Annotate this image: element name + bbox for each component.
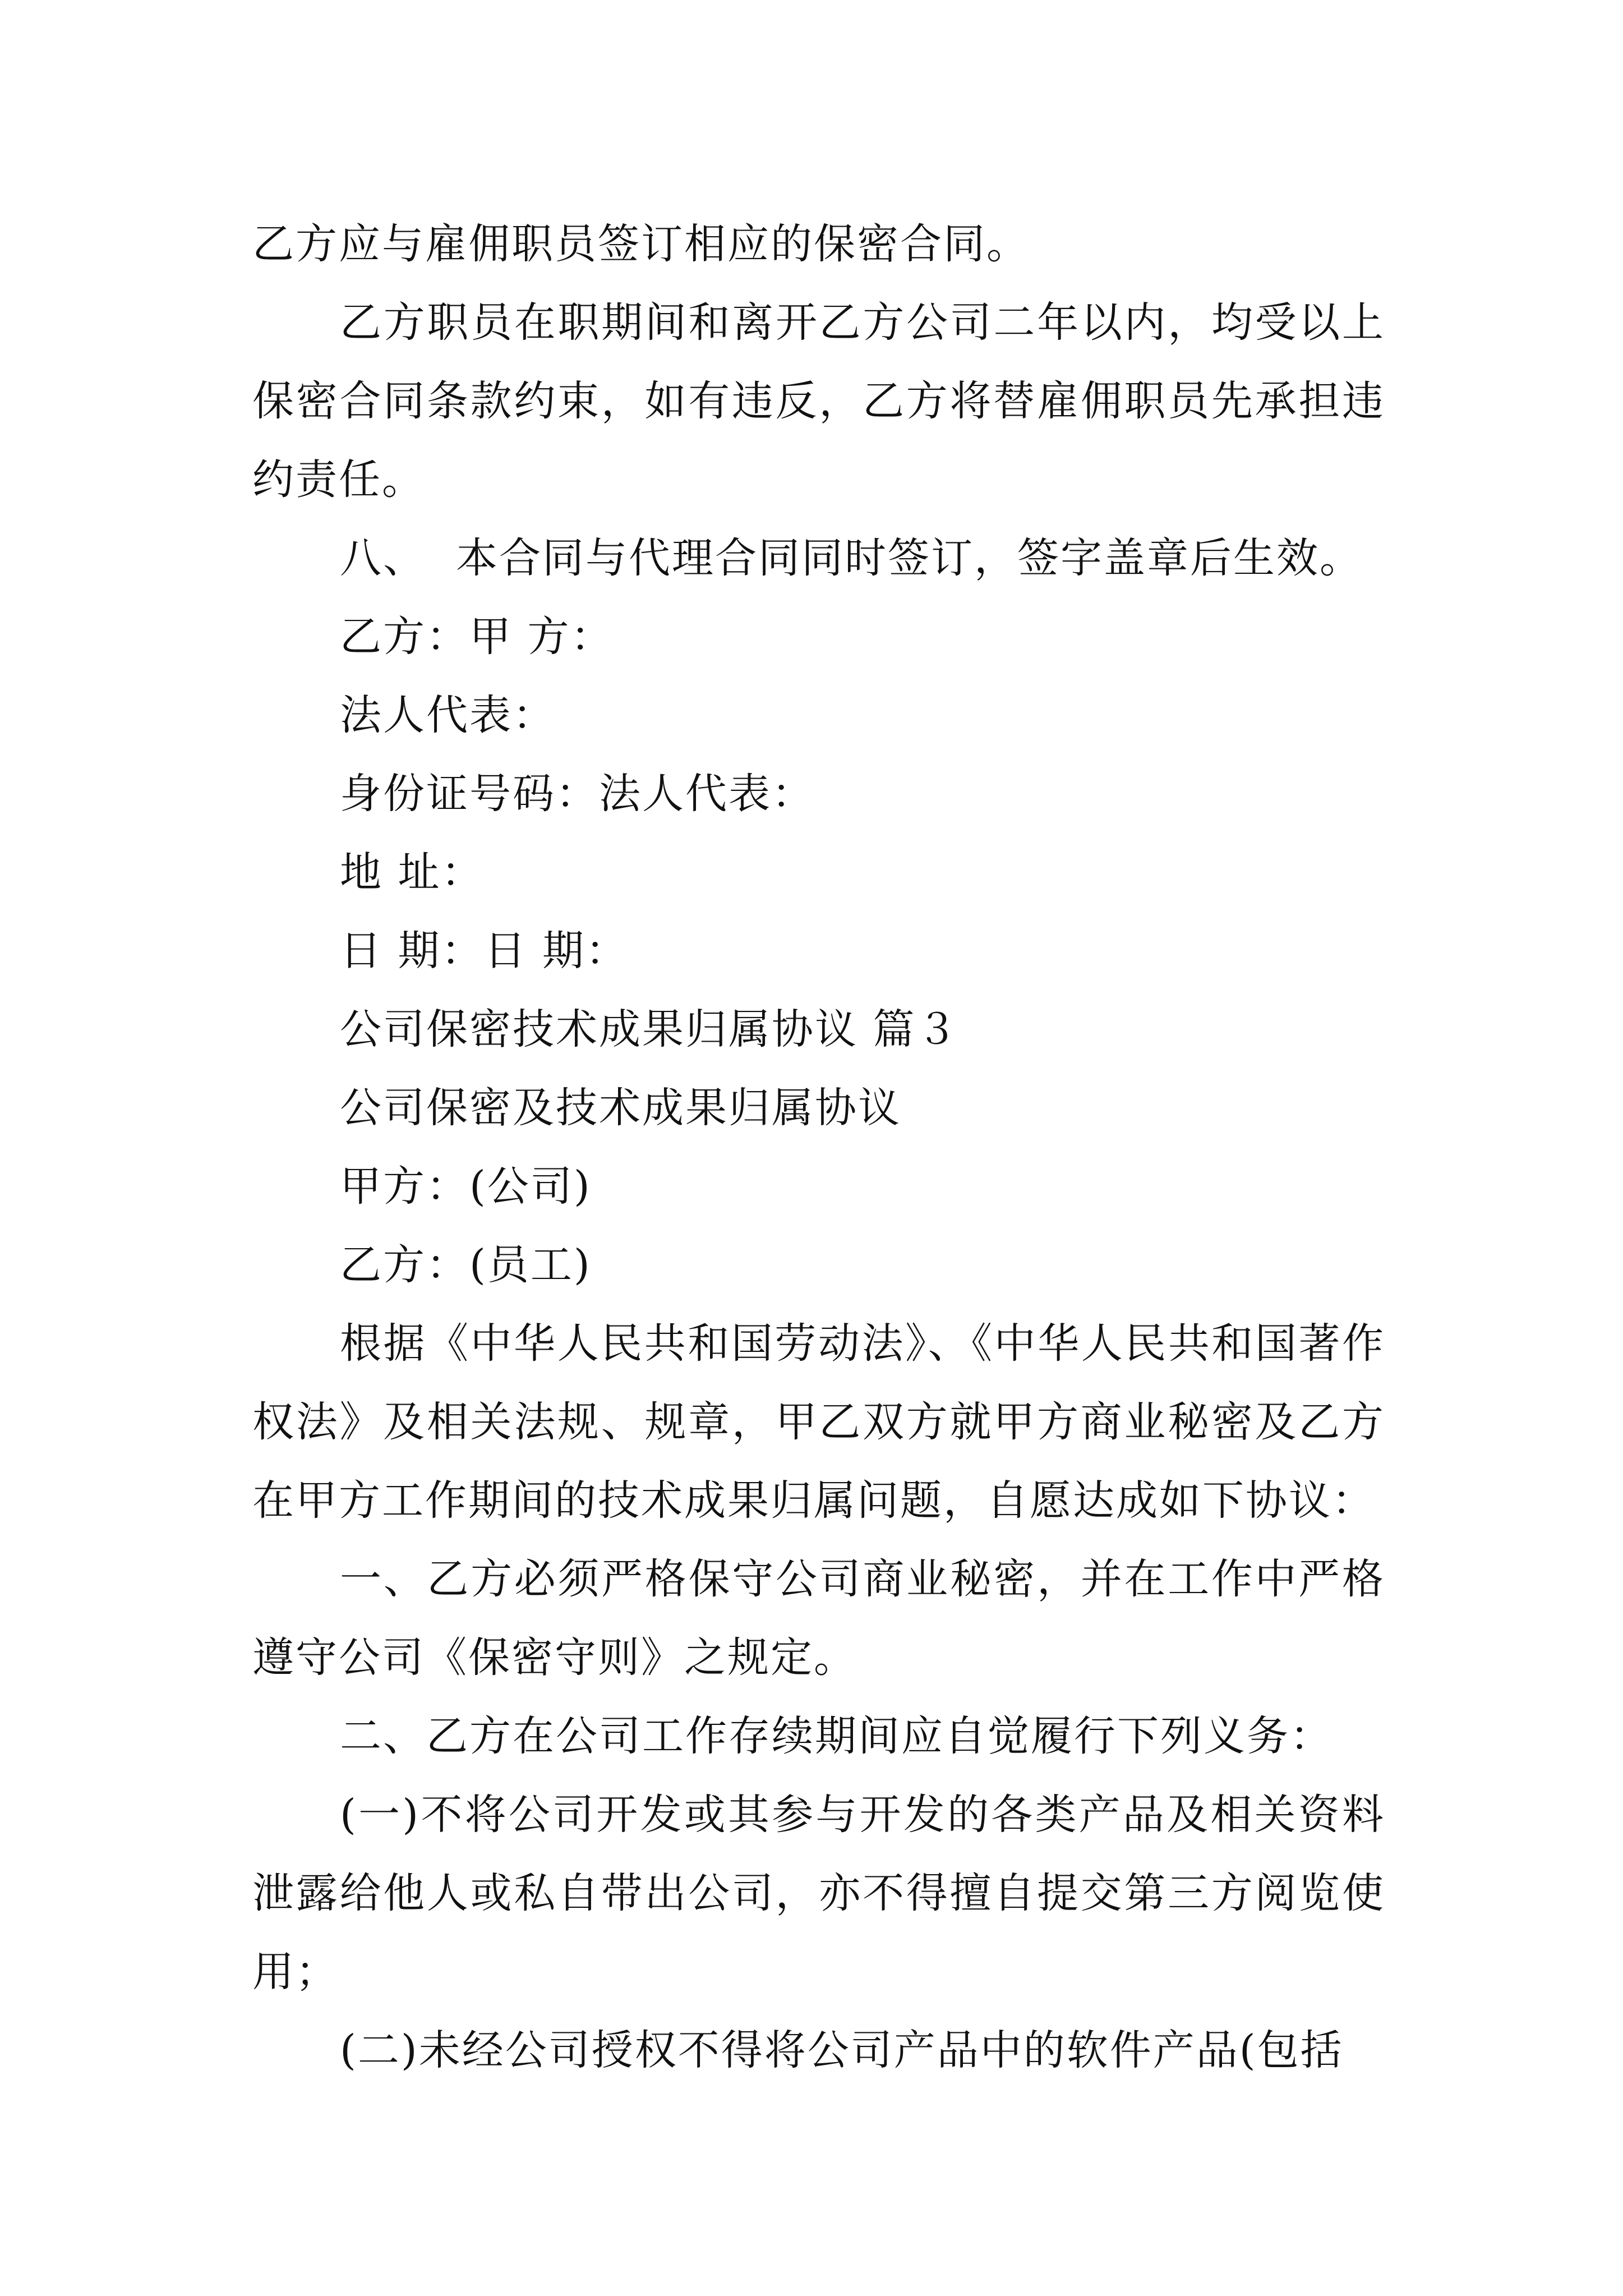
legal-representative-line: 法人代表： (340, 691, 556, 739)
address-line: 地 址： (340, 848, 485, 896)
paragraph-1: 乙方应与雇佣职员签订相应的保密合同。 (252, 220, 1030, 268)
document-body (252, 205, 1385, 2090)
clause-2: 二、乙方在公司工作存续期间应自觉履行下列义务： (340, 1712, 1333, 1760)
id-number-line: 身份证号码：法人代表： (340, 770, 815, 818)
signature-party-line: 乙方：甲 方： (340, 613, 614, 661)
section-heading: 公司保密技术成果归属协议 篇３ (340, 1005, 960, 1053)
paragraph-2: 乙方职员在职期间和离开乙方公司二年以内，均受以上保密合同条款约束，如有违反，乙方将替雇佣职员先承担违约责任。 (252, 298, 1385, 504)
clause-2-item-2: (二)未经公司授权不得将公司产品中的软件产品(包括 (340, 2026, 1344, 2074)
party-b-line: 乙方：(员工) (340, 1241, 592, 1289)
clause-1: 一、乙方必须严格保守公司商业秘密，并在工作中严格遵守公司《保密守则》之规定。 (252, 1555, 1385, 1682)
clause-2-item-1: (一)不将公司开发或其参与开发的各类产品及相关资料泄露给他人或私自带出公司，亦不得擅自提交第三方阅览使用； (252, 1791, 1385, 1996)
party-a-line: 甲方：(公司) (340, 1162, 592, 1211)
agreement-title: 公司保密及技术成果归属协议 (340, 1084, 901, 1132)
date-line: 日 期：日 期： (340, 927, 629, 975)
paragraph-basis: 根据《中华人民共和国劳动法》、《中华人民共和国著作权法》及相关法规、规章，甲乙双方就甲方商业秘密及乙方在甲方工作期间的技术成果归属问题，自愿达成如下协议： (252, 1319, 1385, 1525)
paragraph-3: 八、 本合同与代理合同同时签订，签字盖章后生效。 (340, 534, 1363, 582)
